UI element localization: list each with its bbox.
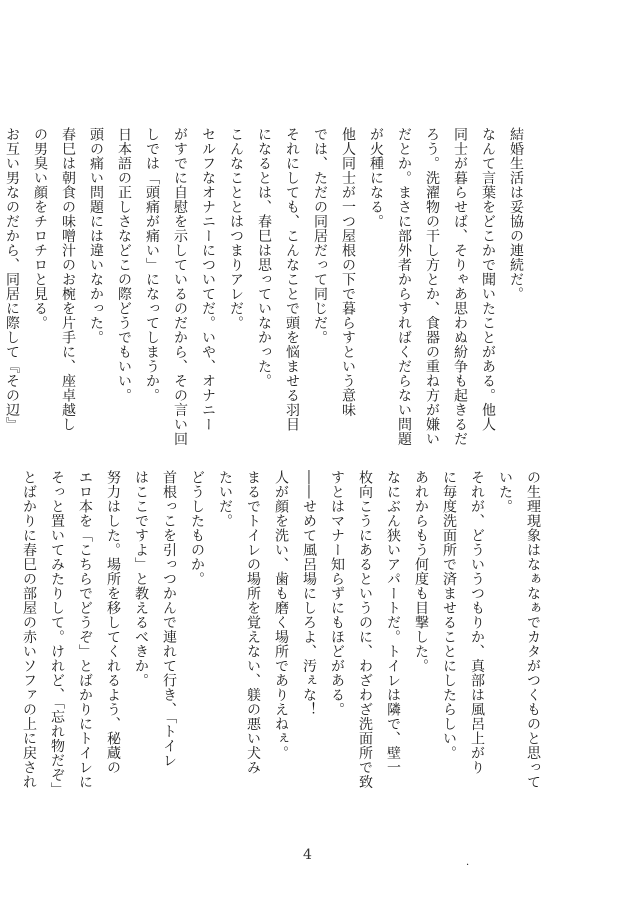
text-line: エロ本を「こちらでどうぞ」とばかりにトイレに bbox=[77, 470, 93, 789]
text-line: がすでに自慰を示しているのだから、その言い回 bbox=[172, 127, 188, 446]
text-line: 同士が暮らせば、そりゃあ思わぬ紛争も起きるだ bbox=[452, 127, 468, 446]
text-line: 他人同士が一つ屋根の下で暮らすという意味 bbox=[340, 127, 356, 417]
text-line: ――せめて風呂場にしろよ、汚ぇな！ bbox=[301, 470, 317, 717]
text-line: 頭の痛い問題には違いなかった。 bbox=[88, 127, 104, 345]
text-line: 春巳は朝食の味噌汁のお椀を片手に、座卓越し bbox=[60, 127, 76, 432]
text-line: それが、どういうつもりか、真部は風呂上がり bbox=[469, 470, 485, 775]
text-block-upper bbox=[0, 127, 530, 462]
text-line: そっと置いてみたりして。けれど、「忘れ物だぞ」 bbox=[49, 470, 65, 797]
text-line: はここですよ」と教えるべきか。 bbox=[133, 470, 149, 688]
text-line: こんなこととはつまりアレだ。 bbox=[228, 127, 244, 330]
text-line: なにぶん狭いアパートだ。トイレは隣で、壁一 bbox=[385, 470, 401, 775]
text-line: 首根っこを引っつかんで連れて行き、「トイレ bbox=[161, 470, 177, 768]
text-line: 日本語の正しさなどこの際どうでもいい。 bbox=[116, 127, 132, 403]
text-line: とばかりに春巳の部屋の赤いソファの上に戻され bbox=[21, 470, 37, 789]
text-line: 枚向こうにあるというのに、わざわざ洗面所で致 bbox=[357, 470, 373, 789]
text-line: 人が顔を洗い、歯も磨く場所でありえねぇ。 bbox=[273, 470, 289, 760]
text-line: すとはマナー知らずにもほどがある。 bbox=[329, 470, 345, 717]
text-line: まるでトイレの場所を覚えない、躾の悪い犬み bbox=[245, 470, 261, 775]
text-line: が火種になる。 bbox=[368, 127, 384, 229]
text-line: なんて言葉をどこかで聞いたことがある。他人 bbox=[480, 127, 496, 432]
text-line: ろう。洗濯物の干し方とか、食器の重ね方が嫌い bbox=[424, 127, 440, 446]
text-line: いた。 bbox=[497, 470, 513, 514]
text-line: では、ただの同居だって同じだ。 bbox=[312, 127, 328, 345]
text-line: セルフなオナニーについてだ。いや、オナニー bbox=[200, 127, 216, 432]
text-line: に毎度洗面所で済ませることにしたらしい。 bbox=[441, 470, 457, 760]
text-line: たいだ。 bbox=[217, 470, 233, 528]
text-line: 努力はした。場所を移してくれるよう、秘蔵の bbox=[105, 470, 121, 775]
text-block-lower bbox=[15, 470, 547, 815]
text-line: だとか。まさに部外者からすればくだらない問題 bbox=[396, 127, 412, 446]
text-line: それにしても、こんなことで頭を悩ませる羽目 bbox=[284, 127, 300, 432]
text-line: になるとは、春巳は思っていなかった。 bbox=[256, 127, 272, 388]
text-line: の生理現象はなぁなぁでカタがつくものと思って bbox=[525, 470, 541, 789]
text-line: お互い男なのだから、同居に際して『その辺』 bbox=[4, 127, 20, 432]
text-line: あれからもう何度も目撃した。 bbox=[413, 470, 429, 673]
scan-speck: · bbox=[466, 860, 470, 871]
text-line: の男臭い顔をチロチロと見る。 bbox=[32, 127, 48, 330]
page-number: 4 bbox=[303, 847, 312, 863]
text-line: しでは「頭痛が痛い」になってしまうか。 bbox=[144, 127, 160, 403]
text-line: 結婚生活は妥協の連続だ。 bbox=[508, 127, 524, 301]
text-line: どうしたものか。 bbox=[189, 470, 205, 586]
